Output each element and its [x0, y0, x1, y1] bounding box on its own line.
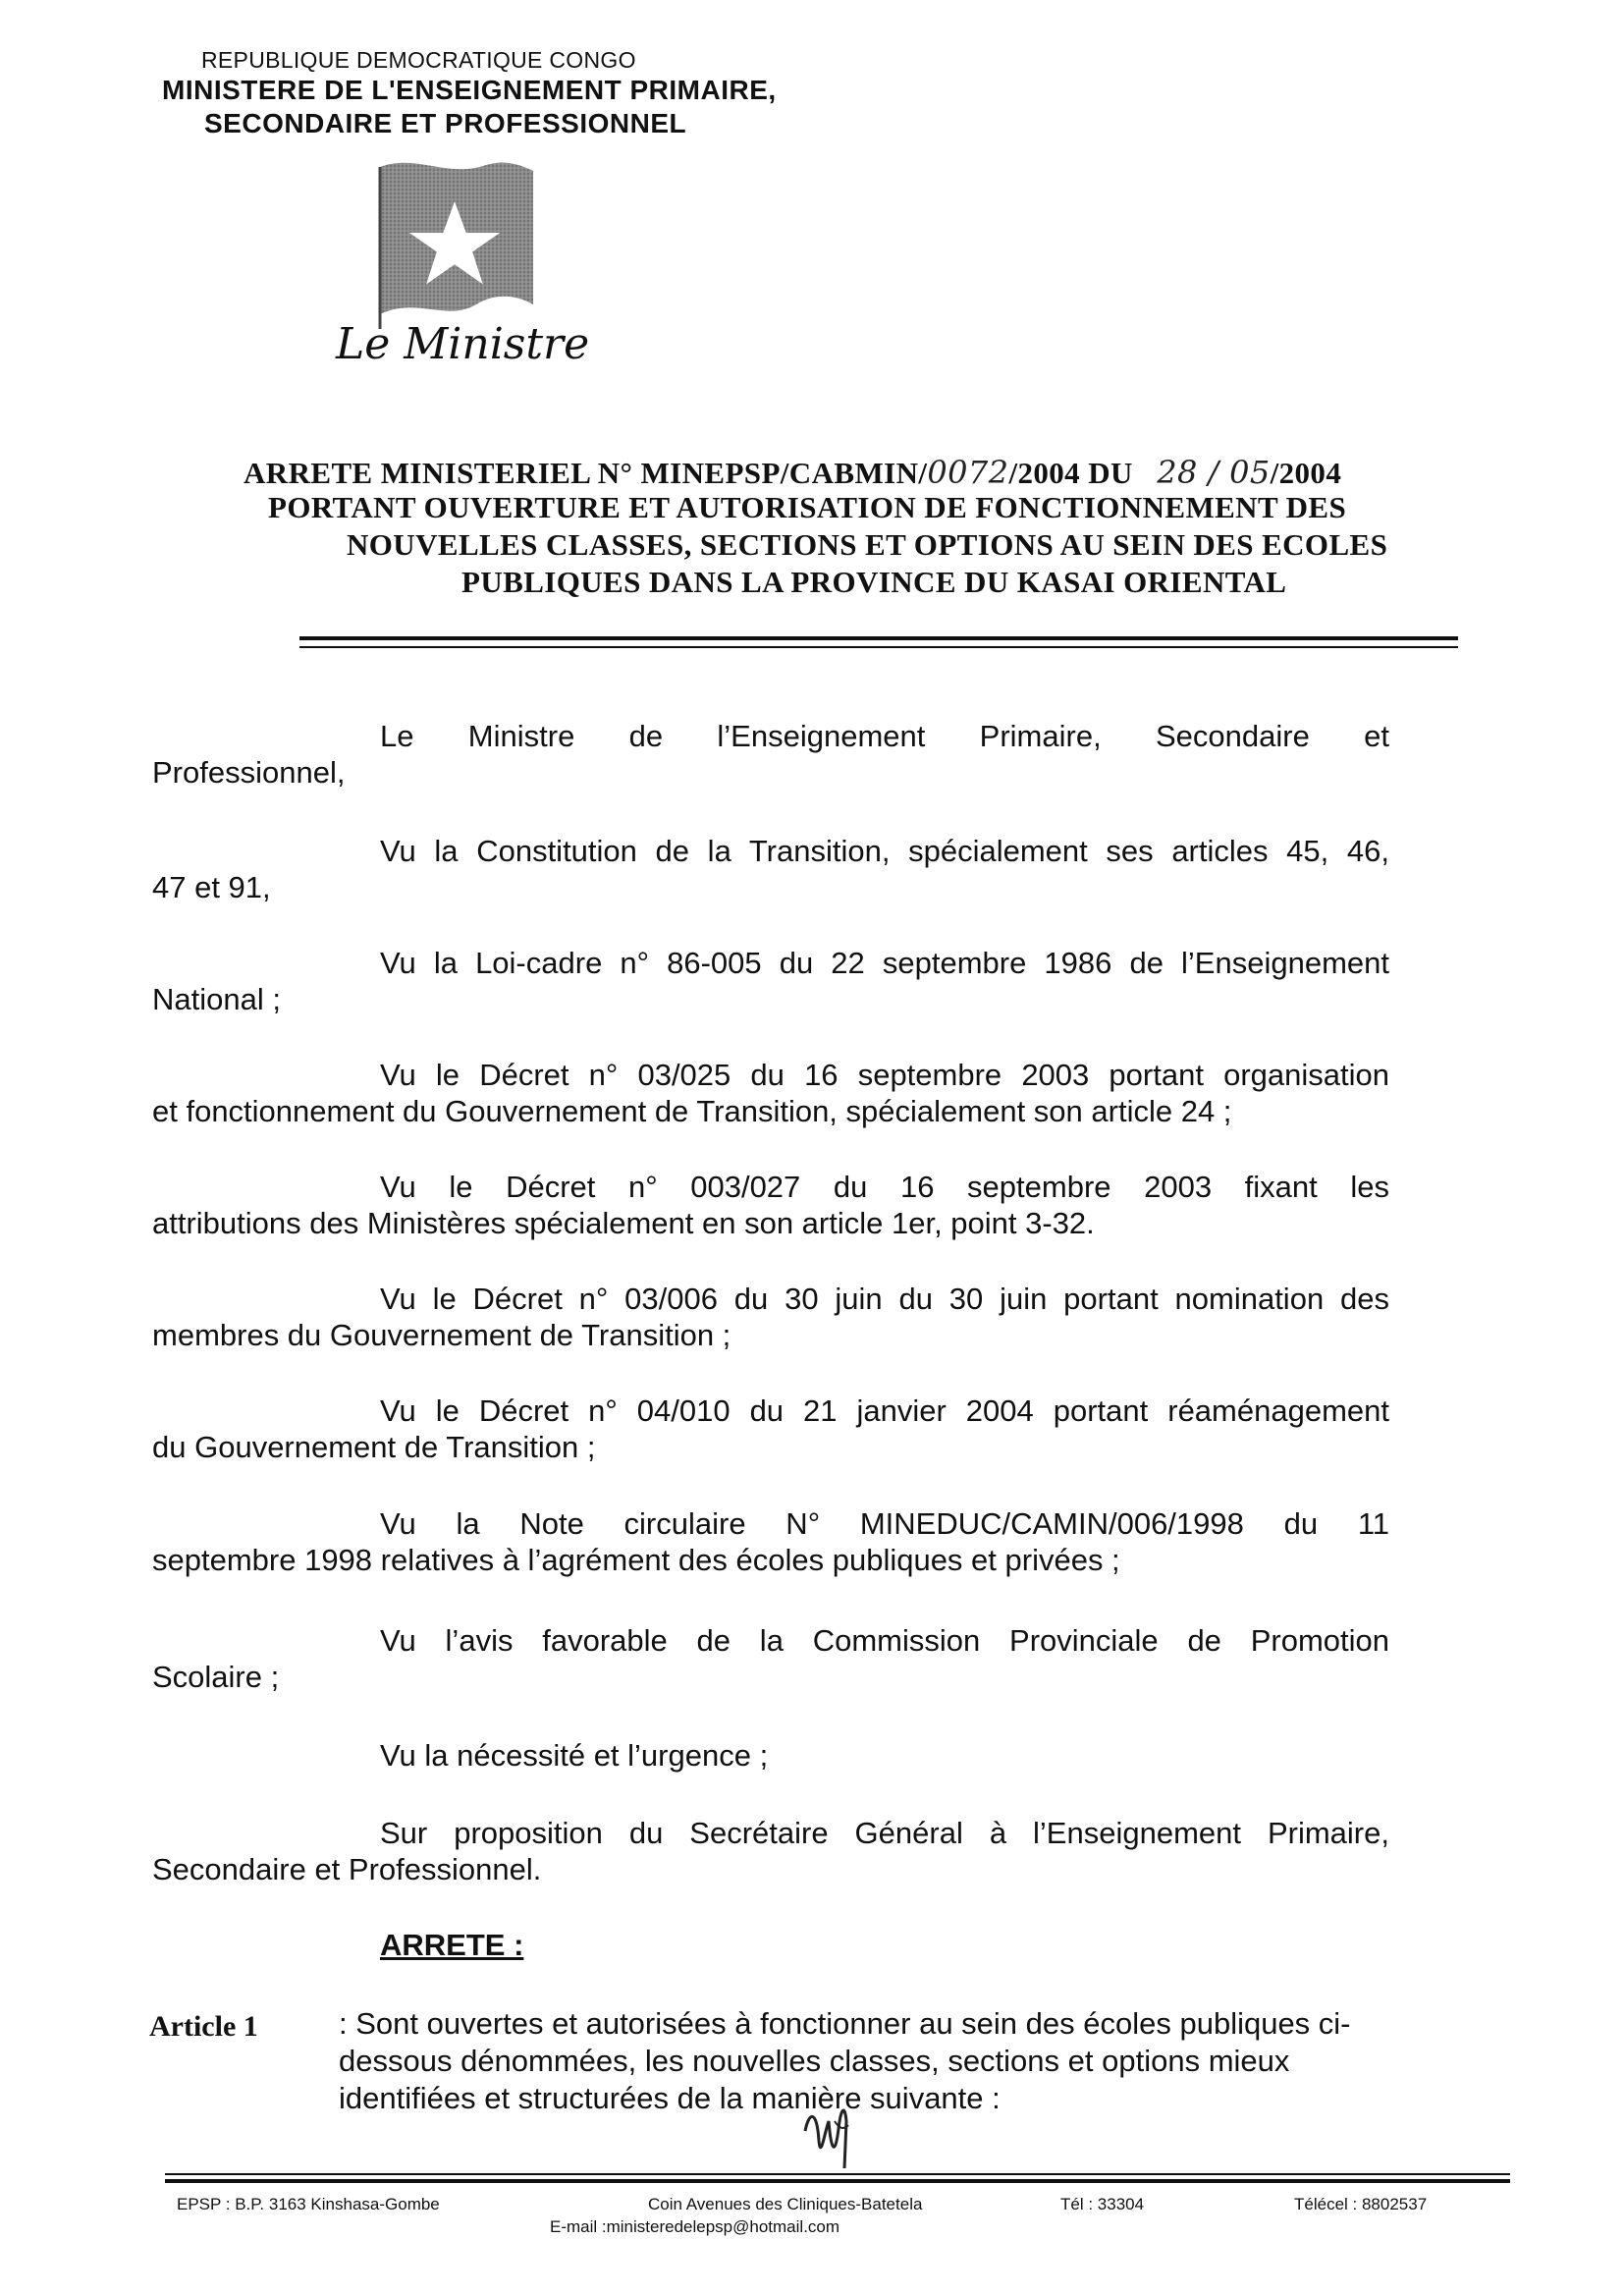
decree-number-handwritten: 0072 [927, 454, 1009, 491]
paragraph-minister [152, 718, 1389, 791]
paragraph-first-line: Vu le Décret n° 003/027 du 16 septembre 2003 fixant les [380, 1170, 1389, 1204]
paragraph-decret-003-027 [152, 1169, 1389, 1241]
footer-email: E-mail :ministeredelepsp@hotmail.com [550, 2217, 840, 2236]
title-divider-thin [299, 646, 1458, 648]
decision-heading: ARRETE : [380, 1928, 524, 1962]
paragraph-first-line: Vu la nécessité et l’urgence ; [380, 1738, 769, 1773]
paragraph-first-line: Vu la Note circulaire N° MINEDUC/CAMIN/006/1998 du 11 [380, 1506, 1389, 1541]
paragraph-rest: Professionnel, [152, 755, 346, 790]
paragraph-decret-03-006 [152, 1281, 1389, 1353]
decree-prefix: ARRETE MINISTERIEL N° MINEPSP/CABMIN/ [244, 456, 928, 490]
paragraph-constitution [152, 833, 1389, 905]
ministry-name-line2: SECONDAIRE ET PROFESSIONNEL [204, 108, 687, 138]
paragraph-rest: membres du Gouvernement de Transition ; [152, 1318, 731, 1352]
paragraph-rest: et fonctionnement du Gouvernement de Transition, spécialement son article 24 ; [152, 1094, 1232, 1128]
paragraph-rest: du Gouvernement de Transition ; [152, 1430, 596, 1464]
paragraph-note-circulaire [152, 1505, 1389, 1578]
footer-divider [165, 2179, 1510, 2183]
paragraph-first-line: Sur proposition du Secrétaire Général à l’Enseignement Primaire, [380, 1816, 1389, 1850]
paragraph-proposition [152, 1815, 1389, 1887]
paragraph-rest: septembre 1998 relatives à l’agrément des écoles publiques et privées ; [152, 1543, 1120, 1577]
decree-title-line4: PUBLIQUES DANS LA PROVINCE DU KASAI ORIENTAL [461, 565, 1287, 599]
paragraph-rest: attributions des Ministères spécialement en son article 1er, point 3-32. [152, 1206, 1095, 1240]
title-divider [299, 636, 1458, 640]
handwritten-initials [795, 2092, 884, 2170]
footer-corner: Coin Avenues des Cliniques-Batetela [648, 2195, 923, 2213]
republic-name: REPUBLIQUE DEMOCRATIQUE CONGO [201, 47, 636, 73]
footer-address: EPSP : B.P. 3163 Kinshasa-Gombe [177, 2195, 440, 2213]
paragraph-first-line: Vu le Décret n° 03/006 du 30 juin du 30 juin portant nomination des [380, 1282, 1389, 1316]
decree-title-line1 [244, 454, 1341, 491]
paragraph-rest: 47 et 91, [152, 870, 271, 904]
paragraph-first-line: Vu le Décret n° 04/010 du 21 janvier 2004 portant réaménagement [380, 1393, 1389, 1428]
footer-telecel: Télécel : 8802537 [1294, 2195, 1428, 2213]
footer-divider-thin [165, 2173, 1510, 2175]
decree-year-suffix: /2004 [1270, 456, 1342, 490]
flag-star-emblem [378, 157, 535, 329]
decree-title-line2: PORTANT OUVERTURE ET AUTORISATION DE FONCTIONNEMENT DES [268, 490, 1347, 524]
paragraph-first-line: Le Ministre de l’Enseignement Primaire, Secondaire et [380, 719, 1389, 753]
article-1-label: Article 1 [149, 2010, 258, 2043]
decree-date-handwritten: 28 / 05 [1157, 454, 1271, 491]
signature-title: Le Ministre [336, 319, 590, 369]
paragraph-avis-favorable [152, 1622, 1389, 1695]
paragraph-rest: National ; [152, 982, 281, 1016]
paragraph-loi-cadre [152, 945, 1389, 1017]
decree-year-du: /2004 DU [1008, 456, 1133, 490]
paragraph-first-line: Vu le Décret n° 03/025 du 16 septembre 2003 portant organisation [380, 1058, 1389, 1092]
ministry-name-line1: MINISTERE DE L'ENSEIGNEMENT PRIMAIRE, [162, 75, 777, 105]
paragraph-first-line: Vu l’avis favorable de la Commission Provinciale de Promotion [380, 1623, 1389, 1658]
footer-tel: Tél : 33304 [1060, 2195, 1145, 2213]
article-1-text: : Sont ouvertes et autorisées à fonctionner au sein des écoles publiques ci-dessous dénommées, les nouvelles classes, sections et options mieux identifiées et structurées de la manière suivante : [339, 2006, 1351, 2115]
paragraph-decret-04-010 [152, 1393, 1389, 1465]
paragraph-first-line: Vu la Loi-cadre n° 86-005 du 22 septembre 1986 de l’Enseignement [380, 946, 1389, 980]
paragraph-decret-03-025 [152, 1057, 1389, 1129]
paragraph-rest: Scolaire ; [152, 1660, 280, 1694]
paragraph-urgence [152, 1737, 1389, 1774]
decree-title-line3: NOUVELLES CLASSES, SECTIONS ET OPTIONS AU SEIN DES ECOLES [347, 527, 1388, 562]
paragraph-rest: Secondaire et Professionnel. [152, 1852, 542, 1886]
paragraph-first-line: Vu la Constitution de la Transition, spécialement ses articles 45, 46, [380, 834, 1389, 868]
